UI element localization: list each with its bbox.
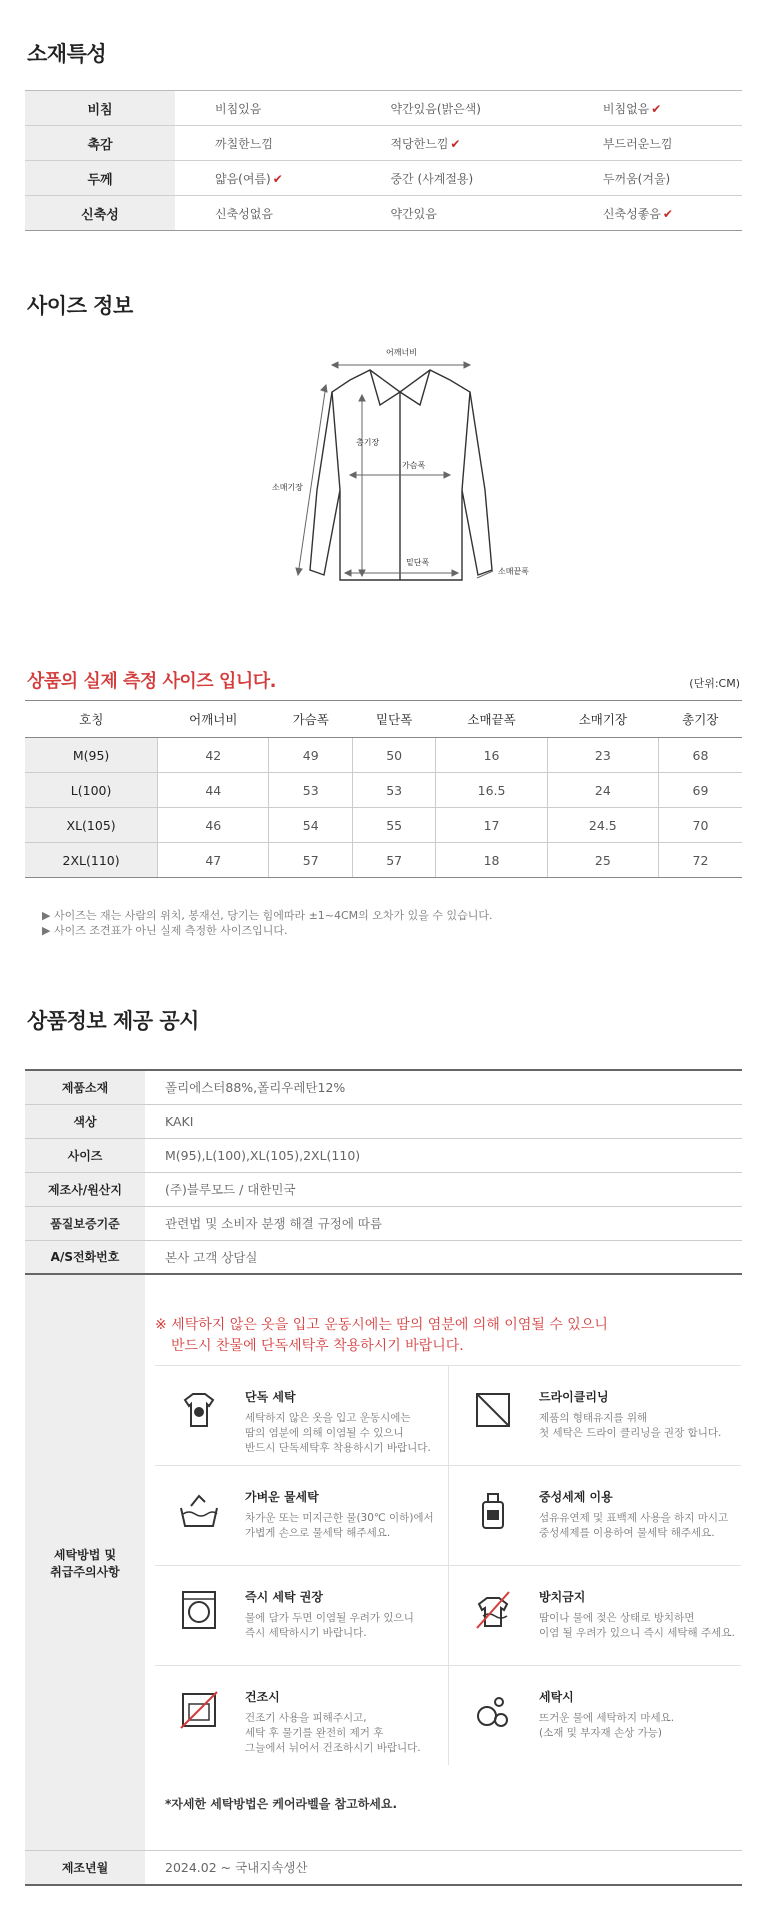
material-option [563,126,742,161]
care-item [155,1365,448,1465]
dry-cleaning-icon [469,1386,517,1434]
care-item [155,1665,448,1765]
material-option-label: 신축성좋음 [602,206,661,221]
size-unit: (단위:CM) [689,677,740,690]
size-value-cell: 16.5 [436,773,547,808]
care-title: 즉시 세탁 권장 [245,1590,323,1604]
material-option [350,161,562,196]
care-item [448,1365,741,1465]
material-option [350,91,562,126]
size-notes [42,908,493,938]
info-row [25,1206,742,1240]
care-desc [245,1611,445,1641]
size-value-cell: 53 [352,773,435,808]
care-desc-line: 물에 담가 두면 이염될 우려가 있으니 [245,1612,414,1624]
hand-wash-icon [175,1486,223,1534]
info-label: 제조사/원산지 [25,1172,145,1206]
detergent-icon [469,1486,517,1534]
size-label-cell: XL(105) [25,808,158,843]
info-value: 본사 고객 상담실 [145,1240,742,1274]
material-option-label: 비침있음 [215,101,262,116]
size-row [25,808,742,843]
care-desc-line: 중성세제를 이용하여 물세탁 해주세요. [539,1527,715,1539]
product-info-title: 상품정보 제공 공시 [27,1009,199,1033]
care-desc-line: 그늘에서 뉘어서 건조하시기 바랍니다. [245,1742,421,1754]
material-row-label: 비침 [25,91,175,126]
product-info-table [25,1069,742,1886]
material-option-label: 약간있음 [390,206,437,221]
material-option [563,196,742,231]
care-desc [539,1511,739,1541]
material-row-label: 촉감 [25,126,175,161]
care-desc [539,1411,739,1441]
size-row [25,773,742,808]
info-label: 색상 [25,1104,145,1138]
material-option-label: 부드러운느낌 [602,136,673,151]
size-row [25,738,742,773]
info-value: KAKI [145,1104,742,1138]
care-desc [245,1711,445,1756]
care-desc-line: 즉시 세탁하시기 바랍니다. [245,1627,367,1639]
size-value-cell: 42 [158,738,269,773]
label-sleeve-length: 소매기장 [272,483,303,492]
size-value-cell: 17 [436,808,547,843]
bubbles-icon [469,1686,517,1734]
material-option [563,161,742,196]
care-title: 가벼운 물세탁 [245,1490,319,1504]
care-desc-line: 건조기 사용을 피해주시고, [245,1712,367,1724]
size-header-cell: 가슴폭 [269,701,352,738]
size-header-cell: 어깨너비 [158,701,269,738]
care-desc-line: 섬유유연제 및 표백제 사용을 하지 마시고 [539,1512,729,1524]
care-desc-line: 제품의 형태유지를 위해 [539,1412,648,1424]
size-section-title: 사이즈 정보 [27,294,133,318]
material-option [175,91,350,126]
material-row [25,91,742,126]
care-desc-line: 첫 세탁은 드라이 클리닝을 권장 합니다. [539,1427,722,1439]
care-desc-line: 이염 될 우려가 있으니 즉시 세탁해 주세요. [539,1627,735,1639]
care-desc-line: 세탁하지 않은 옷을 입고 운동시에는 [245,1412,411,1424]
size-header-cell: 총기장 [659,701,743,738]
info-row [25,1070,742,1104]
size-table [25,700,742,878]
info-value: 폴리에스터88%,폴리우레탄12% [145,1070,742,1104]
size-value-cell: 55 [352,808,435,843]
material-row-label: 신축성 [25,196,175,231]
size-header-cell: 밑단폭 [352,701,435,738]
size-label-cell: L(100) [25,773,158,808]
size-value-cell: 24.5 [547,808,658,843]
label-cuff: 소매끝폭 [498,567,529,576]
care-desc [245,1411,445,1456]
size-value-cell: 69 [659,773,743,808]
size-value-cell: 50 [352,738,435,773]
material-option [175,161,350,196]
size-label-cell: M(95) [25,738,158,773]
care-item [448,1565,741,1665]
material-option-label: 비침없음 [602,101,650,116]
size-value-cell: 16 [436,738,547,773]
size-value-cell: 54 [269,808,352,843]
wash-label-line: 세탁방법 및 [53,1547,117,1562]
wash-content [145,1274,742,1851]
wash-label [25,1274,145,1851]
care-desc-line: 뜨거운 물에 세탁하지 마세요. [539,1712,675,1724]
info-value: (주)블루모드 / 대한민국 [145,1172,742,1206]
material-option [563,91,742,126]
size-value-cell: 23 [547,738,658,773]
size-value-cell: 24 [547,773,658,808]
size-note: ▶ 사이즈 조견표가 아닌 실제 측정한 사이즈입니다. [42,924,288,937]
size-value-cell: 68 [659,738,743,773]
date-row [25,1851,742,1885]
info-label: 제품소재 [25,1070,145,1104]
material-option [350,196,562,231]
size-header-cell: 소매기장 [547,701,658,738]
info-label: 사이즈 [25,1138,145,1172]
wash-label-line: 취급주의사항 [50,1564,120,1579]
label-hem: 밑단폭 [406,558,430,567]
warning-line: 반드시 찬물에 단독세탁후 착용하시기 바랍니다. [171,1338,464,1354]
material-option [175,196,350,231]
care-footnote: *자세한 세탁방법은 케어라벨을 참고하세요. [165,1797,398,1811]
info-label: A/S전화번호 [25,1240,145,1274]
size-value-cell: 25 [547,843,658,878]
care-title: 방치금지 [539,1590,586,1604]
check-icon: ✔ [651,101,662,116]
date-label: 제조년월 [25,1851,145,1885]
material-option-label: 신축성없음 [215,206,273,221]
size-value-cell: 70 [659,808,743,843]
care-item [155,1565,448,1665]
check-icon: ✔ [662,206,673,221]
info-value: M(95),L(100),XL(105),2XL(110) [145,1138,742,1172]
material-row [25,161,742,196]
label-chest: 가슴폭 [402,461,426,470]
jacket-diagram [270,340,540,600]
material-option-label: 얇음(여름) [215,171,271,186]
wash-warning [155,1315,608,1357]
size-note: ▶ 사이즈는 재는 사람의 위치, 봉재선, 당기는 힘에따라 ±1~4CM의 오차가 있을 수 있습니다. [42,909,493,922]
info-row [25,1104,742,1138]
size-value-cell: 47 [158,843,269,878]
wash-row [25,1274,742,1851]
care-item [448,1465,741,1565]
material-row [25,196,742,231]
care-title: 건조시 [245,1690,280,1704]
label-length: 총기장 [356,438,380,447]
size-table-title: 상품의 실제 측정 사이즈 입니다. [27,671,276,692]
care-title: 세탁시 [539,1690,574,1704]
date-value: 2024.02 ~ 국내지속생산 [145,1851,742,1885]
care-desc-line: (소재 및 부자재 손상 가능) [539,1727,662,1739]
care-title: 중성세제 이용 [539,1490,613,1504]
material-option-label: 까칠한느낌 [215,136,273,151]
care-desc [539,1711,739,1741]
material-option-label: 적당한느낌 [390,136,449,151]
size-row [25,843,742,878]
material-option-label: 약간있음(밝은색) [390,101,481,116]
no-leaving-icon [469,1586,517,1634]
care-desc-line: 땀이나 물에 젖은 상태로 방치하면 [539,1612,695,1624]
material-option-label: 두꺼움(겨울) [602,171,671,186]
material-row [25,126,742,161]
material-option [175,126,350,161]
size-header-cell: 소매끝폭 [436,701,547,738]
info-label: 품질보증기준 [25,1206,145,1240]
info-row [25,1240,742,1274]
label-shoulder: 어깨너비 [386,348,417,357]
care-desc-line: 차가운 또는 미지근한 물(30℃ 이하)에서 [245,1512,434,1524]
size-label-cell: 2XL(110) [25,843,158,878]
solo-wash-icon [175,1386,223,1434]
check-icon: ✔ [450,136,461,151]
size-value-cell: 72 [659,843,743,878]
material-option-label: 중간 (사계절용) [390,171,474,186]
care-desc-line: 가볍게 손으로 물세탁 해주세요. [245,1527,391,1539]
info-row [25,1172,742,1206]
size-value-cell: 53 [269,773,352,808]
care-item [448,1665,741,1765]
info-value: 관련법 및 소비자 분쟁 해결 규정에 따름 [145,1206,742,1240]
care-desc [245,1511,445,1541]
care-title: 드라이클리닝 [539,1390,609,1404]
care-item [155,1465,448,1565]
material-table [25,90,742,231]
material-row-label: 두께 [25,161,175,196]
check-icon: ✔ [272,171,283,186]
material-option [350,126,562,161]
size-value-cell: 18 [436,843,547,878]
warning-line: ※ 세탁하지 않은 옷을 입고 운동시에는 땀의 염분에 의해 이염될 수 있으니 [155,1317,608,1333]
size-value-cell: 57 [352,843,435,878]
info-row [25,1138,742,1172]
no-dryer-icon [175,1686,223,1734]
size-header-cell: 호칭 [25,701,158,738]
care-desc-line: 세탁 후 물기를 완전히 제거 후 [245,1727,384,1739]
size-value-cell: 57 [269,843,352,878]
washing-machine-icon [175,1586,223,1634]
size-value-cell: 46 [158,808,269,843]
size-value-cell: 44 [158,773,269,808]
care-desc-line: 반드시 단독세탁후 착용하시기 바랍니다. [245,1442,431,1454]
care-desc-line: 땀의 염분에 의해 이염될 수 있으니 [245,1427,404,1439]
material-section-title: 소재특성 [27,42,107,66]
care-title: 단독 세탁 [245,1390,296,1404]
care-desc [539,1611,739,1641]
size-value-cell: 49 [269,738,352,773]
